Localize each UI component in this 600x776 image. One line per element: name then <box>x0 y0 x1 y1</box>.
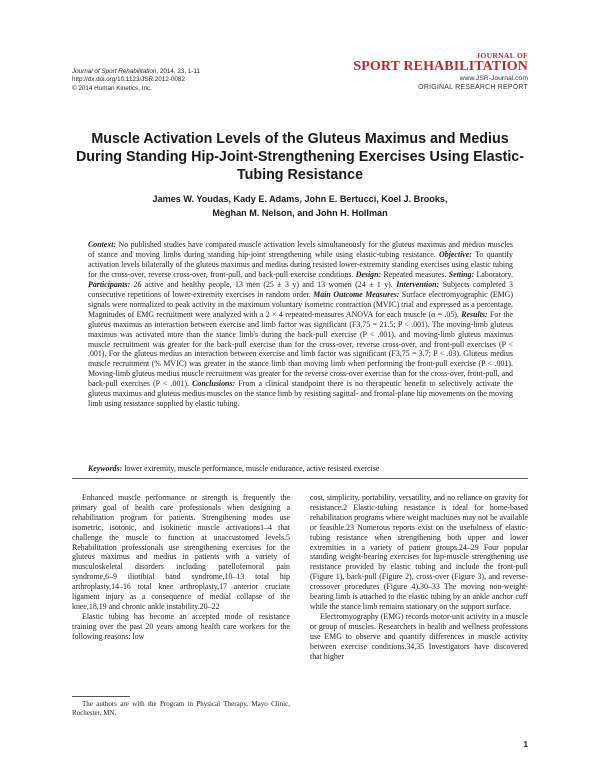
copyright: © 2014 Human Kinetics, Inc. <box>72 84 152 92</box>
participants-text: 26 active and healthy people, 13 men (25 ± 3 y) and 13 women (24 ± 1 y). <box>133 279 393 289</box>
body-paragraph: Enhanced muscle performance or strength is frequently the primary goal of health care professionals when designing a rehabilitation program for patients. Strengthening modes use isometric, isotonic, and isokinetic muscle activations1–4 that challenge the muscle to function at unaccustomed levels.5 Rehabilitation professionals use strengthening exercises for the gluteus maximus and medius in patients with a variety of musculoskeletal disorders including patellofemoral pain syndrome,6–9 iliotibial band syndrome,10–13 total hip arthroplasty,14–16 total knee arthroplasty,17 anterior cruciate ligament injury as a consequence of medial collapse of the knee,18,19 and chronic ankle instability.20–22 <box>72 493 290 611</box>
context-label: Context: <box>88 240 117 249</box>
journal-name: Journal of Sport Rehabilitation <box>72 68 157 75</box>
setting-label: Setting: <box>448 269 475 279</box>
intervention-text: Subjects completed 3 consecutive repetitions of lower-extremity exercises in random order. <box>88 279 514 299</box>
citation: , 2014, 23, 1-11 <box>156 68 201 75</box>
abstract <box>88 240 513 409</box>
journal-logo <box>353 52 528 92</box>
body-paragraph: Electromyography (EMG) records motor-unit activity in a muscle or group of muscles. Researchers in health and wellness professions use EMG to observe and quantify differences in muscle activity between exercise conditions.34,35 Investigators have discovered that higher <box>310 611 528 661</box>
doi-link[interactable]: http://dx.doi.org/10.1123/JSR.2012-0082 <box>72 76 185 84</box>
results-text: For the gluteus maximus an interaction between exercise and limb factor was significant (F3,75 = 21.5; P < .001). The moving-limb gluteus maximus was activated more than the stance limb's during the back-pull exercise (P < .001), and moving-limb gluteus maximus muscle recruitment was greater for the back-pull exercise than for the cross-over, reverse cross-over, and front-pull exercises (P < .001). For the gluteus medius an interaction between exercise and limb factor was significant (F3,75 = 3.7; P < .03). Gluteus medius muscle recruitment (% MVIC) was greater in the stance limb than moving limb when performing the front-pull exercise (P < .001). Moving-limb gluteus medius muscle recruitment was greater for the reverse cross-over exercise than for the cross-over, front-pull, and back-pull exercises (P < .001). <box>88 309 513 389</box>
outcome-text: Surface electromyographic (EMG) signals were normalized to peak activity in the maximum voluntary isometric contraction (MVIC) trial and expressed as a percentage. Magnitudes of EMG recruitment were analyzed with a 2 × 4 repeated-measures ANOVA for each muscle (α = .05). <box>88 289 513 319</box>
article-title: Muscle Activation Levels of the Gluteus Maximus and Medius During Standing Hip-Joint-Strengthening Exercises Using Elastic-Tubing Resistance <box>75 131 525 183</box>
journal-url[interactable]: www.JSR-Journal.com <box>459 75 528 82</box>
setting-text: Laboratory. <box>476 269 513 279</box>
authors-line-2: Meghan M. Nelson, and John H. Hollman <box>212 207 388 218</box>
objective-label: Objective: <box>439 249 472 259</box>
logo-main-text: SPORT REHABILITATION <box>353 59 528 74</box>
report-type: ORIGINAL RESEARCH REPORT <box>418 84 528 91</box>
page-number: 1 <box>523 740 528 749</box>
context-text: No published studies have compared muscle activation levels simultaneously for the gluteus maximus and medius muscles of stance and moving limbs during standing hip-joint strengthening while using elastic-tubing resistance. <box>88 240 513 259</box>
objective-text: To quantify activation levels bilaterally of the gluteus maximus and medius during resisted lower-extremity standing exercises using elastic tubing for the cross-over, reverse cross-over, front-pull, and back-pull exercise conditions. <box>88 249 513 279</box>
author-list <box>72 193 528 220</box>
logo-top-text: JOURNAL OF <box>476 51 528 60</box>
conclusions-text: From a clinical standpoint there is no therapeutic benefit to selectively activate the gluteus maximus and gluteus medius muscles on the stance limb by resisting sagittal- and frontal-plane hip movements on the moving limb using resistance supplied by elastic tubing. <box>88 379 513 409</box>
keywords-label: Keywords: <box>88 464 123 473</box>
conclusions-label: Conclusions: <box>192 379 236 389</box>
body-column-left <box>72 493 290 642</box>
body-paragraph: Elastic tubing has become an accepted mode of resistance training over the past 20 years among health care workers for the following reasons: low <box>72 611 290 641</box>
keywords <box>88 464 513 474</box>
design-text: Repeated measures. <box>383 269 447 279</box>
journal-citation-block <box>72 68 200 93</box>
participants-label: Participants: <box>88 279 131 289</box>
body-paragraph: cost, simplicity, portability, versatility, and no reliance on gravity for resistance.2 Elastic-tubing resistance is ideal for home-based rehabilitation programs where weight machines may not be available or feasible.23 Numerous reports exist on the usefulness of elastic-tubing resistance when strengthening both upper and lower extremities in a variety of patient groups.24–29 Four popular standing weight-bearing exercises for hip-muscle strengthening use resistance provided by elastic tubing and include the front-pull (Figure 1), back-pull (Figure 2), cross-over (Figure 3), and reverse-crossover procedures (Figure 4).30–33 The moving non-weight-bearing limb is attached to the elastic tubing by an ankle anchor cuff while the stance limb remains stationary on the support surface. <box>310 493 528 611</box>
footnote-divider <box>72 696 130 697</box>
outcome-label: Main Outcome Measures: <box>313 289 400 299</box>
results-label: Results: <box>461 309 488 319</box>
author-affiliation-footnote: The authors are with the Program in Physical Therapy, Mayo Clinic, Rochester, MN. <box>72 700 290 718</box>
design-label: Design: <box>355 269 382 279</box>
body-column-right <box>310 493 528 661</box>
keywords-text: lower extremity, muscle performance, muscle endurance, active resisted exercise <box>124 464 380 473</box>
authors-line-1: James W. Youdas, Kady E. Adams, John E. Bertucci, Koel J. Brooks, <box>152 194 448 204</box>
intervention-label: Intervention: <box>396 279 440 289</box>
section-divider <box>72 478 528 479</box>
